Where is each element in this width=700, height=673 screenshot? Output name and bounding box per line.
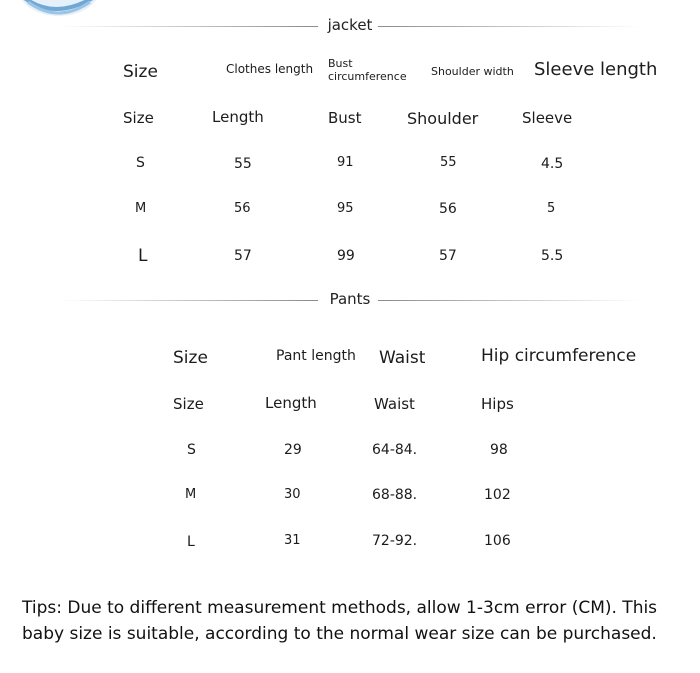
table-cell: M bbox=[185, 487, 197, 502]
jacket-header-bust: Bust circumference bbox=[328, 57, 407, 83]
table-cell: L bbox=[138, 246, 148, 266]
table-cell: 56 bbox=[439, 201, 457, 217]
table-cell: M bbox=[135, 201, 147, 216]
jacket-header-shoulder: Shoulder width bbox=[431, 65, 514, 78]
jacket-header-size: Size bbox=[123, 62, 158, 82]
pants-header-size: Size bbox=[173, 348, 208, 368]
jacket-subheader-shoulder: Shoulder bbox=[407, 109, 479, 128]
pants-header-hip: Hip circumference bbox=[481, 346, 637, 366]
table-cell: 98 bbox=[490, 442, 508, 458]
table-cell: 56 bbox=[234, 201, 251, 216]
table-cell: S bbox=[136, 155, 145, 171]
table-cell: 99 bbox=[337, 248, 355, 264]
table-cell: 57 bbox=[234, 248, 252, 264]
table-cell: 102 bbox=[484, 487, 511, 503]
table-cell: 106 bbox=[484, 533, 511, 549]
jacket-subheader-size: Size bbox=[123, 109, 154, 127]
pants-subheader-hips: Hips bbox=[481, 395, 514, 413]
table-cell: 4.5 bbox=[541, 156, 564, 172]
pants-header-waist: Waist bbox=[379, 348, 426, 368]
jacket-subheader-length: Length bbox=[212, 108, 264, 126]
pants-header-length: Pant length bbox=[276, 348, 356, 364]
jacket-header-length: Clothes length bbox=[226, 62, 314, 76]
table-cell: 30 bbox=[284, 487, 301, 502]
pants-subheader-size: Size bbox=[173, 395, 204, 413]
pants-subheader-length: Length bbox=[265, 394, 317, 412]
table-cell: 29 bbox=[284, 442, 302, 458]
table-cell: 72-92. bbox=[372, 533, 418, 549]
table-cell: 55 bbox=[440, 155, 457, 170]
pants-title: Pants bbox=[329, 290, 371, 308]
table-cell: L bbox=[187, 534, 195, 550]
table-cell: 91 bbox=[337, 155, 354, 170]
pants-subheader-waist: Waist bbox=[374, 395, 415, 413]
sizing-tips: Tips: Due to different measurement methods, allow 1-3cm error (CM). This baby size is suitable, according to the normal wear size can be purchased. bbox=[22, 598, 658, 644]
table-cell: 31 bbox=[284, 533, 301, 548]
table-cell: 64-84. bbox=[372, 442, 418, 458]
table-cell: 95 bbox=[337, 201, 354, 216]
table-cell: 5 bbox=[547, 201, 556, 216]
table-cell: S bbox=[187, 442, 196, 458]
jacket-subheader-bust: Bust bbox=[328, 109, 362, 127]
table-cell: 68-88. bbox=[372, 487, 418, 503]
table-cell: 5.5 bbox=[541, 248, 564, 264]
jacket-title: jacket bbox=[327, 16, 373, 34]
jacket-header-sleeve: Sleeve length bbox=[534, 59, 658, 80]
table-cell: 57 bbox=[439, 248, 457, 264]
pants-section-header bbox=[0, 288, 700, 312]
jacket-section-header bbox=[0, 14, 700, 38]
jacket-subheader-sleeve: Sleeve bbox=[522, 109, 573, 127]
table-cell: 55 bbox=[234, 156, 252, 172]
